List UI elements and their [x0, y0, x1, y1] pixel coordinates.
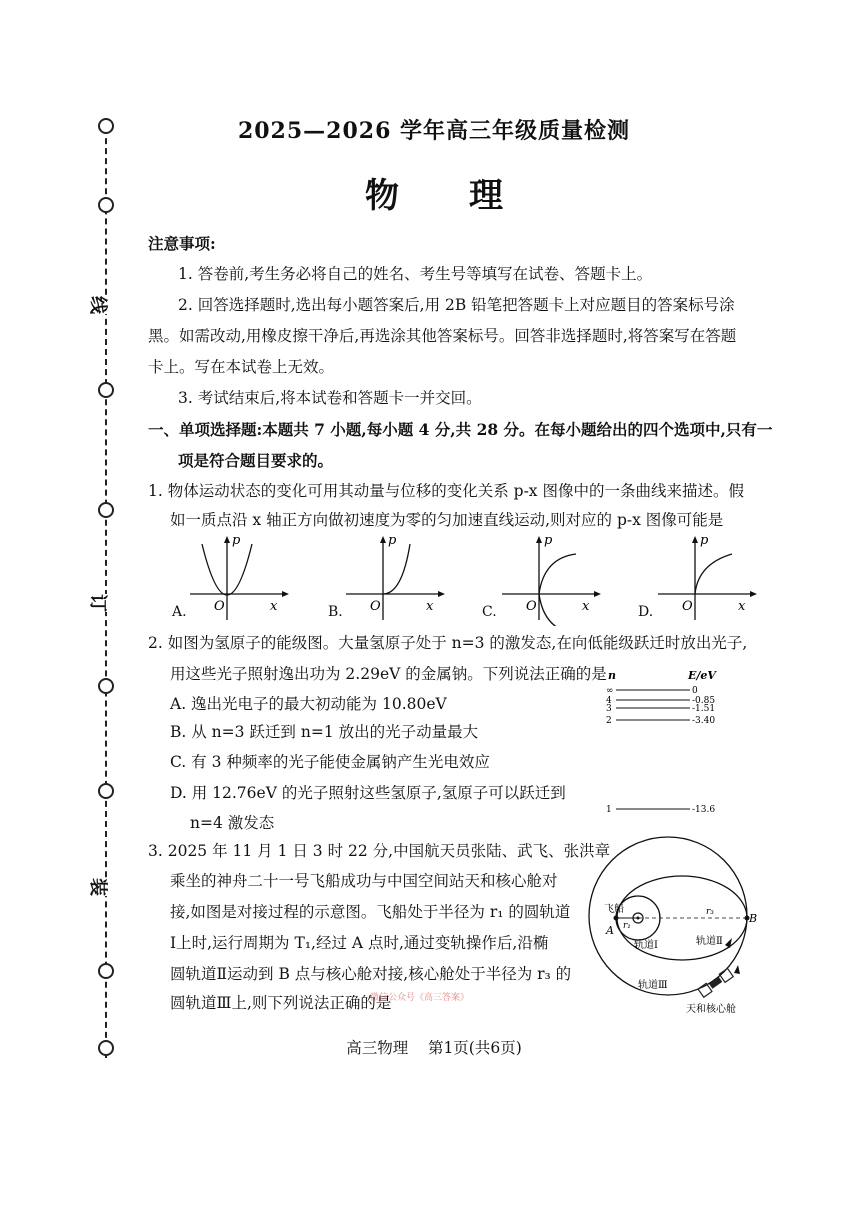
q1-graph-a: [182, 530, 292, 626]
q2-option-d-cont: n=4 激发态: [190, 814, 275, 832]
q1-option-a-label: A.: [172, 604, 187, 620]
q1-graph-d: [650, 530, 760, 626]
q2-stem: 2. 如图为氢原子的能级图。大量氢原子处于 n=3 的激发态,在向低能级跃迁时放出光子,: [148, 634, 748, 652]
orbit-2-label: 轨道Ⅱ: [696, 936, 723, 947]
point-b-label: B: [749, 912, 758, 925]
q3-stem: 3. 2025 年 11 月 1 日 3 时 22 分,中国航天员张陆、武飞、张洪章: [148, 842, 611, 860]
q2-option-b: B. 从 n=3 跃迁到 n=1 放出的光子动量最大: [170, 723, 479, 741]
orbit-3-label: 轨道Ⅲ: [638, 980, 668, 991]
footer-text: 高三物理 第1页(共6页): [346, 1039, 522, 1057]
origin-label: O: [526, 599, 537, 614]
axis-x-label: x: [738, 599, 746, 614]
energy-header: E/eV: [688, 669, 716, 682]
q2-option-d: D. 用 12.76eV 的光子照射这些氢原子,氢原子可以跃迁到: [170, 784, 566, 802]
q1-graph-c: [494, 530, 604, 626]
axis-x-label: x: [270, 599, 278, 614]
orbit-1-label: 轨道Ⅰ: [634, 940, 658, 951]
axis-p-label: p: [388, 533, 397, 548]
origin-label: O: [370, 599, 381, 614]
q1-option-c-label: C.: [482, 604, 497, 620]
point-a-label: A: [606, 924, 614, 937]
orbit-diagram: [586, 836, 776, 1018]
ship-label: 飞船: [604, 904, 624, 915]
level-n: 2: [606, 716, 612, 726]
q1-graph-b: [338, 530, 448, 626]
energy-level-diagram: [600, 668, 740, 818]
q2-option-c: C. 有 3 种频率的光子能使金属钠产生光电效应: [170, 753, 490, 771]
q1-stem: 1. 物体运动状态的变化可用其动量与位移的变化关系 p-x 图像中的一条曲线来描述。假: [148, 482, 744, 500]
binding-hole: [98, 502, 114, 518]
notice-heading: 注意事项:: [148, 234, 216, 253]
section-heading: 一、单项选择题:本题共 7 小题,每小题 4 分,共 28 分。在每小题给出的四个选项中,只有一: [148, 420, 773, 439]
q3-stem-cont: Ⅰ上时,运行周期为 T₁,经过 A 点时,通过变轨操作后,沿椭: [170, 934, 549, 952]
binding-hole: [98, 783, 114, 799]
subject-title: 物理: [365, 176, 573, 216]
exam-title: 2025—2026 学年高三年级质量检测: [237, 118, 631, 144]
binding-hole: [98, 963, 114, 979]
binding-label-bind: 装: [84, 878, 114, 896]
level-n: 1: [606, 805, 612, 815]
r3-label: r₃: [706, 907, 714, 917]
q3-stem-cont: 圆轨道Ⅱ运动到 B 点与核心舱对接,核心舱处于半径为 r₃ 的: [170, 965, 572, 983]
notice-item: 黑。如需改动,用橡皮擦干净后,再选涂其他答案标号。回答非选择题时,将答案写在答题: [148, 327, 737, 345]
level-e: -1.51: [692, 704, 716, 714]
level-e: -0.85: [692, 696, 716, 706]
q1-stem-cont: 如一质点沿 x 轴正方向做初速度为零的匀加速直线运动,则对应的 p-x 图像可能是: [170, 511, 724, 529]
axis-x-label: x: [426, 599, 434, 614]
binding-margin: [87, 110, 126, 1060]
level-n: 4: [606, 696, 612, 706]
r1-label: r₁: [623, 921, 631, 931]
axis-x-label: x: [582, 599, 590, 614]
axis-p-label: p: [232, 533, 241, 548]
binding-hole: [98, 678, 114, 694]
origin-label: O: [682, 599, 693, 614]
q1-option-b-label: B.: [328, 604, 343, 620]
axis-p-label: p: [544, 533, 553, 548]
q1-option-d-label: D.: [638, 604, 654, 620]
notice-item: 3. 考试结束后,将本试卷和答题卡一并交回。: [178, 389, 482, 407]
station-label: 天和核心舱: [686, 1004, 736, 1015]
binding-dashed-line: [105, 118, 107, 1058]
notice-item: 卡上。写在本试卷上无效。: [148, 358, 335, 376]
q2-option-a: A. 逸出光电子的最大初动能为 10.80eV: [170, 695, 447, 713]
page-footer: [0, 1036, 868, 1058]
n-header: n: [608, 669, 616, 682]
q3-stem-cont: 接,如图是对接过程的示意图。飞船处于半径为 r₁ 的圆轨道: [170, 903, 571, 921]
notice-item: 2. 回答选择题时,选出每小题答案后,用 2B 铅笔把答题卡上对应题目的答案标号涂: [178, 296, 735, 314]
level-e: -3.40: [692, 716, 716, 726]
level-e: -13.6: [692, 805, 716, 815]
axis-p-label: p: [700, 533, 709, 548]
level-n: ∞: [606, 686, 614, 696]
q3-stem-cont: 圆轨道Ⅲ上,则下列说法正确的是: [170, 994, 392, 1012]
binding-label-order: 订: [84, 594, 114, 612]
q3-stem-cont: 乘坐的神舟二十一号飞船成功与中国空间站天和核心舱对: [170, 872, 558, 890]
notice-item: 1. 答卷前,考生务必将自己的姓名、考生号等填写在试卷、答题卡上。: [178, 265, 653, 283]
section-heading-cont: 项是符合题目要求的。: [178, 451, 334, 470]
level-e: 0: [692, 686, 698, 696]
q2-stem-cont: 用这些光子照射逸出功为 2.29eV 的金属钠。下列说法正确的是: [170, 665, 607, 683]
binding-hole: [98, 382, 114, 398]
origin-label: O: [214, 599, 225, 614]
level-n: 3: [606, 704, 612, 714]
binding-label-line: 线: [84, 296, 114, 314]
watermark: 微信公众号《高三答案》: [370, 993, 470, 1003]
